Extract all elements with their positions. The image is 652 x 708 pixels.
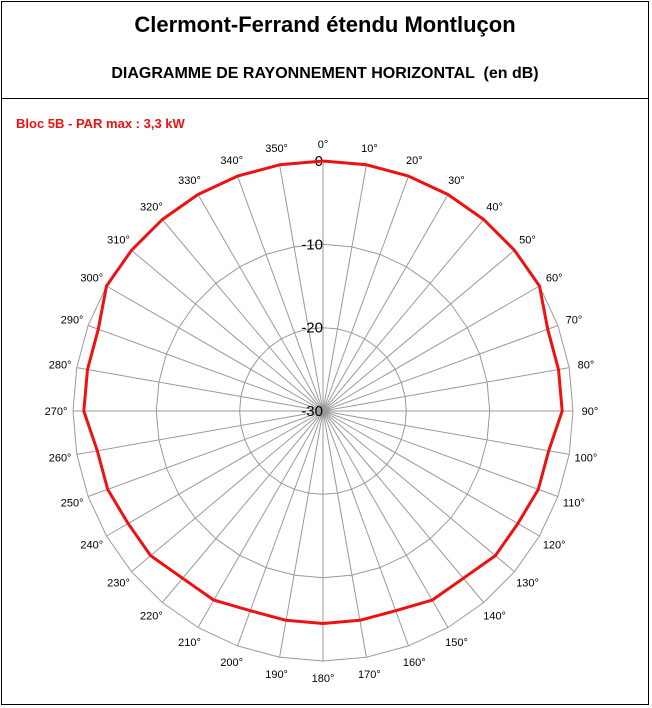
angle-tick-label: 150° [445, 637, 468, 650]
angle-tick-label: 250° [60, 497, 84, 510]
series-label: Bloc 5B - PAR max : 3,3 kW [16, 116, 185, 131]
angle-tick-label: 80° [577, 359, 595, 372]
angle-tick-label: 100° [574, 452, 598, 465]
angle-tick-label: 240° [80, 539, 104, 552]
angle-tick-label: 200° [220, 656, 244, 669]
angle-tick-label: 160° [402, 656, 426, 669]
angle-tick-label: 330° [178, 174, 201, 187]
angle-tick-label: 270° [44, 406, 68, 418]
angle-tick-label: 290° [60, 314, 84, 327]
angle-tick-label: 130° [516, 577, 539, 590]
angle-tick-label: 140° [483, 610, 506, 623]
angle-tick-label: 20° [405, 155, 423, 168]
angle-tick-label: 110° [562, 497, 585, 510]
angle-tick-label: 0° [317, 139, 329, 151]
angle-tick-label: 190° [265, 668, 288, 681]
chart-subtitle: DIAGRAMME DE RAYONNEMENT HORIZONTAL (en dB) [111, 65, 539, 82]
angle-tick-label: 30° [448, 174, 465, 187]
angle-tick-label: 280° [48, 359, 72, 372]
angle-tick-label: 300° [80, 272, 104, 285]
radial-tick-label: -20 [301, 319, 323, 337]
radial-tick-label: -30 [301, 403, 323, 420]
angle-tick-label: 10° [361, 143, 378, 156]
angle-tick-label: 320° [140, 201, 163, 214]
radial-tick-label: 0 [314, 153, 323, 170]
angle-tick-label: 210° [178, 637, 201, 650]
radial-tick-label: -10 [301, 236, 323, 254]
angle-tick-label: 60° [545, 272, 563, 285]
chart-title: Clermont-Ferrand étendu Montluçon [134, 12, 516, 37]
angle-tick-label: 50° [519, 234, 536, 247]
angle-tick-label: 70° [565, 314, 583, 327]
angle-tick-label: 340° [220, 155, 244, 168]
angle-tick-label: 180° [311, 673, 335, 685]
angle-tick-label: 120° [542, 539, 566, 552]
angle-tick-label: 170° [358, 668, 381, 681]
angle-tick-label: 220° [140, 610, 163, 623]
angle-tick-label: 230° [107, 577, 130, 590]
grid-spokes [73, 161, 573, 661]
angle-tick-label: 310° [107, 234, 130, 247]
angle-tick-label: 90° [581, 406, 599, 418]
angle-tick-label: 40° [486, 201, 503, 214]
angle-tick-label: 350° [265, 143, 288, 156]
angle-tick-label: 260° [48, 452, 72, 465]
